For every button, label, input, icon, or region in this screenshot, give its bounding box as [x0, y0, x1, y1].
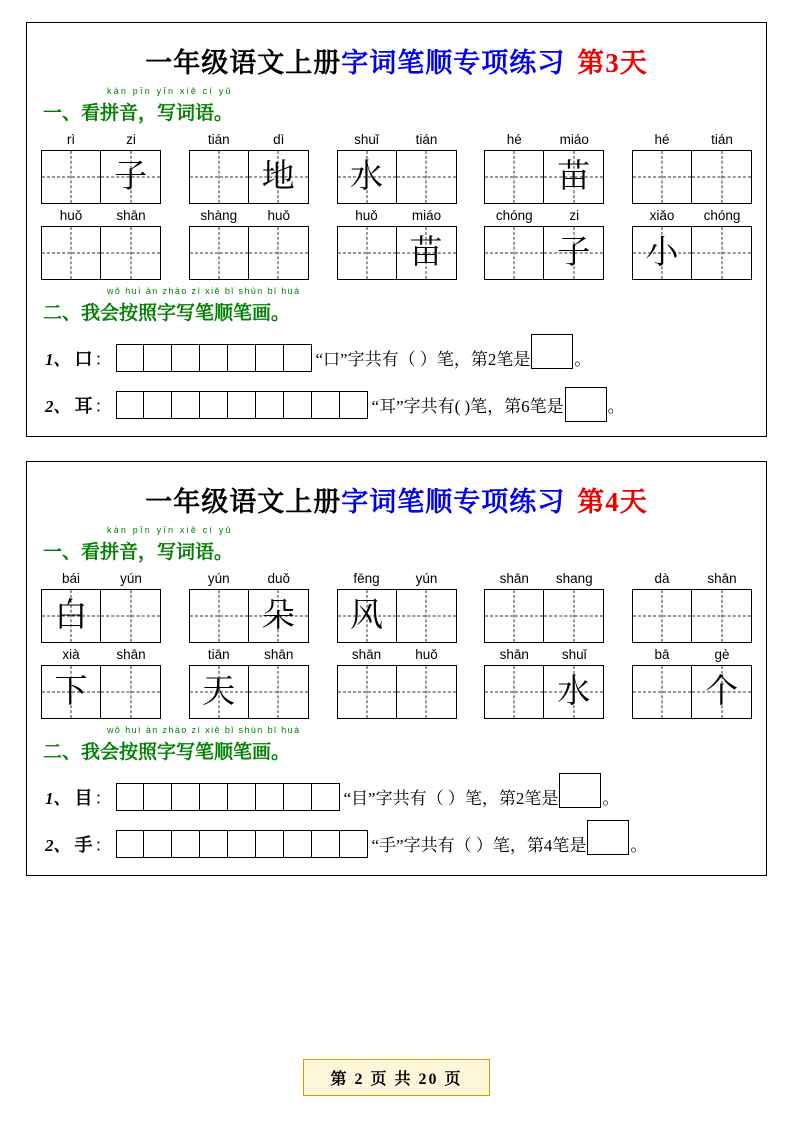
word-pinyin: [484, 571, 604, 586]
tianzige-cell[interactable]: [41, 665, 101, 719]
cell-char: 朵: [261, 597, 295, 634]
word-pinyin: [484, 208, 604, 223]
tianzige-cell[interactable]: [692, 226, 752, 280]
section-one-pinyin: kàn pīn yīn xiě cí yǔ: [107, 525, 233, 535]
tianzige-cell[interactable]: [101, 589, 161, 643]
cell-char: 地: [261, 158, 295, 195]
word-item: [337, 132, 457, 204]
word-item: [632, 208, 752, 280]
pinyin-syllable: dà: [654, 571, 670, 586]
cell-char: 个: [705, 673, 738, 710]
section-one-pinyin: kàn pīn yīn xiě cí yǔ: [107, 86, 233, 96]
pinyin-syllable: bái: [61, 571, 80, 586]
exercise-question-text: “手”字共有（ ）笔，第4笔是: [371, 836, 587, 855]
cell-char: [338, 227, 396, 279]
word-boxes: [41, 665, 161, 719]
word-item: [41, 132, 161, 204]
cell-char: [101, 666, 160, 718]
pinyin-syllable: shān: [351, 647, 382, 662]
tianzige-cell[interactable]: [632, 665, 692, 719]
stroke-cell[interactable]: [284, 391, 312, 419]
title-black-part: 一年级语文上册: [145, 487, 342, 517]
tianzige-cell[interactable]: [41, 150, 101, 204]
stroke-cell[interactable]: [200, 830, 228, 858]
word-pinyin: [189, 647, 309, 662]
stroke-cell[interactable]: [116, 391, 144, 419]
pinyin-syllable: duǒ: [267, 571, 291, 586]
cell-char: 天: [202, 673, 236, 710]
exercise-period: 。: [607, 397, 625, 416]
stroke-strip[interactable]: [116, 783, 340, 811]
stroke-cell[interactable]: [340, 391, 368, 419]
word-boxes: [632, 150, 752, 204]
tianzige-cell[interactable]: [189, 150, 249, 204]
cell-char: [692, 227, 751, 279]
answer-box[interactable]: [531, 334, 573, 369]
word-item: [189, 132, 309, 204]
stroke-cell[interactable]: [144, 344, 172, 372]
tianzige-cell[interactable]: [632, 226, 692, 280]
exercise-number: 1、: [45, 789, 71, 808]
word-item: [41, 647, 161, 719]
pinyin-syllable: tián: [711, 132, 733, 147]
pinyin-syllable: huǒ: [267, 208, 291, 223]
word-pinyin: [41, 132, 161, 147]
stroke-exercise-row: [45, 779, 754, 814]
pinyin-syllable: zi: [126, 132, 136, 147]
word-boxes: [189, 150, 309, 204]
word-boxes: [632, 589, 752, 643]
stroke-cell[interactable]: [200, 344, 228, 372]
word-pinyin: [41, 571, 161, 586]
stroke-cell[interactable]: [116, 830, 144, 858]
cell-char: 下: [54, 673, 88, 710]
word-item: [41, 208, 161, 280]
answer-box[interactable]: [587, 820, 629, 855]
tianzige-cell[interactable]: [484, 665, 544, 719]
tianzige-cell[interactable]: [337, 665, 397, 719]
word-boxes: [484, 589, 604, 643]
word-pinyin: [484, 647, 604, 662]
cell-char: [42, 227, 100, 279]
pinyin-syllable: dì: [273, 132, 285, 147]
worksheet-sheet-day4: [26, 461, 767, 876]
word-boxes: [484, 226, 604, 280]
word-pinyin: [632, 208, 752, 223]
exercise-colon: ：: [94, 789, 112, 808]
word-pinyin: [337, 571, 457, 586]
cell-char: [485, 151, 543, 203]
stroke-strip[interactable]: [116, 830, 368, 858]
cell-char: 苗: [557, 158, 591, 195]
cell-char: [397, 151, 456, 203]
pinyin-syllable: shuǐ: [354, 132, 379, 147]
tianzige-cell[interactable]: [544, 589, 604, 643]
exercise-char: 目: [74, 787, 93, 808]
word-item: [484, 208, 604, 280]
title-red-part: 第4天: [577, 487, 648, 517]
tianzige-cell[interactable]: [337, 226, 397, 280]
tianzige-cell[interactable]: [397, 150, 457, 204]
word-pinyin: [41, 208, 161, 223]
pinyin-syllable: miáo: [411, 208, 442, 223]
stroke-cell[interactable]: [256, 783, 284, 811]
stroke-cell[interactable]: [312, 391, 340, 419]
tianzige-cell[interactable]: [41, 589, 101, 643]
stroke-cell[interactable]: [144, 391, 172, 419]
answer-box[interactable]: [565, 387, 607, 422]
pinyin-syllable: rì: [66, 132, 76, 147]
tianzige-cell[interactable]: [544, 150, 604, 204]
tianzige-cell[interactable]: [337, 150, 397, 204]
word-pinyin: [189, 208, 309, 223]
exercise-question-text: “目”字共有（ ）笔，第2笔是: [343, 789, 559, 808]
section-heading-two-day3: [43, 286, 754, 328]
word-boxes: [632, 226, 752, 280]
exercise-question-text: “耳”字共有( )笔，第6笔是: [371, 397, 564, 416]
pinyin-syllable: shang: [555, 571, 593, 586]
stroke-cell[interactable]: [256, 344, 284, 372]
word-item: [632, 647, 752, 719]
word-item: [189, 571, 309, 643]
tianzige-cell[interactable]: [249, 150, 309, 204]
pinyin-syllable: xiǎo: [649, 208, 675, 223]
pinyin-syllable: yún: [207, 571, 230, 586]
stroke-cell[interactable]: [340, 830, 368, 858]
tianzige-cell[interactable]: [484, 226, 544, 280]
cell-char: [544, 590, 603, 642]
pinyin-syllable: hé: [506, 132, 522, 147]
cell-char: 风: [350, 597, 383, 634]
stroke-strip[interactable]: [116, 344, 312, 372]
stroke-cell[interactable]: [172, 830, 200, 858]
section-two-pinyin: wǒ huì àn zhào zì xiě bǐ shùn bǐ huà: [107, 286, 301, 296]
word-row: [41, 208, 752, 280]
cell-char: 水: [557, 673, 591, 710]
pinyin-syllable: shàng: [200, 208, 238, 223]
exercise-question-text: “口”字共有（ ）笔，第2笔是: [315, 350, 531, 369]
tianzige-cell[interactable]: [189, 589, 249, 643]
cell-char: [633, 590, 691, 642]
stroke-cell[interactable]: [284, 830, 312, 858]
tianzige-cell[interactable]: [692, 665, 752, 719]
cell-char: 苗: [409, 234, 443, 271]
stroke-cell[interactable]: [116, 344, 144, 372]
word-item: [189, 647, 309, 719]
cell-char: [485, 590, 543, 642]
exercise-char: 耳: [74, 395, 93, 416]
pinyin-syllable: hé: [654, 132, 670, 147]
pinyin-syllable: chóng: [495, 208, 533, 223]
pinyin-syllable: shān: [499, 571, 529, 586]
pinyin-syllable: shān: [116, 208, 146, 223]
section-heading-one-day3: [43, 86, 754, 128]
word-boxes: [484, 665, 604, 719]
word-item: [632, 132, 752, 204]
word-boxes: [632, 665, 752, 719]
tianzige-cell[interactable]: [337, 589, 397, 643]
stroke-cell[interactable]: [144, 783, 172, 811]
tianzige-cell[interactable]: [632, 150, 692, 204]
section-two-text: 二、我会按照字写笔顺笔画。: [43, 742, 291, 763]
tianzige-cell[interactable]: [632, 589, 692, 643]
word-item: [189, 208, 309, 280]
cell-char: [190, 151, 248, 203]
exercise-number: 2、: [45, 397, 71, 416]
pinyin-syllable: shān: [116, 647, 146, 662]
stroke-cell[interactable]: [228, 830, 256, 858]
word-boxes: [189, 665, 309, 719]
tianzige-cell[interactable]: [189, 665, 249, 719]
tianzige-cell[interactable]: [101, 150, 161, 204]
cell-char: [692, 151, 751, 203]
section-two-pinyin: wǒ huì àn zhào zì xiě bǐ shùn bǐ huà: [107, 725, 301, 735]
tianzige-cell[interactable]: [692, 589, 752, 643]
tianzige-cell[interactable]: [397, 665, 457, 719]
title-black-part: 一年级语文上册: [145, 48, 342, 78]
word-pinyin: [484, 132, 604, 147]
tianzige-cell[interactable]: [101, 665, 161, 719]
exercise-period: 。: [630, 836, 648, 855]
tianzige-cell[interactable]: [189, 226, 249, 280]
pinyin-syllable: yún: [120, 571, 142, 586]
cell-char: [42, 151, 100, 203]
cell-char: 子: [557, 234, 591, 271]
pinyin-syllable: bā: [654, 647, 670, 662]
stroke-cell[interactable]: [228, 391, 256, 419]
word-boxes: [337, 150, 457, 204]
word-boxes: [189, 589, 309, 643]
page-title-day3: [39, 41, 754, 80]
tianzige-cell[interactable]: [397, 226, 457, 280]
word-item: [41, 571, 161, 643]
cell-char: [633, 666, 691, 718]
cell-char: [692, 590, 751, 642]
cell-char: [101, 590, 160, 642]
pinyin-syllable: xià: [62, 647, 80, 662]
pinyin-syllable: huǒ: [415, 647, 438, 662]
stroke-cell[interactable]: [228, 344, 256, 372]
cell-char: 白: [54, 597, 88, 634]
cell-char: [190, 590, 248, 642]
word-boxes: [337, 226, 457, 280]
tianzige-cell[interactable]: [249, 589, 309, 643]
pinyin-syllable: tián: [207, 132, 230, 147]
tianzige-cell[interactable]: [544, 226, 604, 280]
cell-char: [101, 227, 160, 279]
pinyin-syllable: miáo: [559, 132, 589, 147]
word-item: [337, 208, 457, 280]
word-pinyin: [189, 132, 309, 147]
stroke-cell[interactable]: [312, 830, 340, 858]
worksheet-sheet-day3: [26, 22, 767, 437]
exercise-colon: ：: [94, 397, 112, 416]
pinyin-syllable: shān: [707, 571, 737, 586]
stroke-cell[interactable]: [116, 783, 144, 811]
stroke-cell[interactable]: [172, 391, 200, 419]
cell-char: [633, 151, 691, 203]
word-pinyin: [632, 132, 752, 147]
word-pinyin: [41, 647, 161, 662]
stroke-cell[interactable]: [312, 783, 340, 811]
title-blue-part: 字词笔顺专项练习: [341, 487, 566, 517]
cell-char: [338, 666, 396, 718]
section-one-text: 一、看拼音，写词语。: [43, 103, 234, 124]
page-title-day4: [39, 480, 754, 519]
exercise-colon: ：: [94, 350, 112, 369]
pinyin-syllable: gè: [714, 647, 730, 662]
exercise-colon: ：: [94, 836, 112, 855]
cell-char: 水: [350, 158, 383, 195]
pinyin-syllable: tiān: [207, 647, 230, 662]
tianzige-cell[interactable]: [484, 589, 544, 643]
exercise-char: 口: [74, 348, 93, 369]
word-pinyin: [632, 647, 752, 662]
stroke-exercise-row: [45, 340, 754, 375]
stroke-cell[interactable]: [200, 783, 228, 811]
word-item: [632, 571, 752, 643]
stroke-cell[interactable]: [256, 830, 284, 858]
word-pinyin: [632, 571, 752, 586]
tianzige-cell[interactable]: [484, 150, 544, 204]
stroke-cell[interactable]: [144, 830, 172, 858]
pinyin-syllable: huǒ: [355, 208, 378, 223]
word-item: [337, 571, 457, 643]
exercise-number: 1、: [45, 350, 71, 369]
section-heading-two-day4: [43, 725, 754, 767]
word-boxes: [484, 150, 604, 204]
exercise-period: 。: [574, 350, 592, 369]
page-footer: [0, 1059, 793, 1096]
title-blue-part: 字词笔顺专项练习: [341, 48, 566, 78]
exercise-char: 手: [74, 834, 93, 855]
exercise-number: 2、: [45, 836, 71, 855]
word-row: [41, 571, 752, 643]
tianzige-cell[interactable]: [41, 226, 101, 280]
stroke-cell[interactable]: [256, 391, 284, 419]
stroke-cell[interactable]: [228, 783, 256, 811]
stroke-cell[interactable]: [284, 783, 312, 811]
pinyin-syllable: shān: [264, 647, 294, 662]
exercise-period: 。: [602, 789, 620, 808]
section-heading-one-day4: [43, 525, 754, 567]
word-boxes: [41, 589, 161, 643]
stroke-cell[interactable]: [284, 344, 312, 372]
section-two-text: 二、我会按照字写笔顺笔画。: [43, 303, 291, 324]
tianzige-cell[interactable]: [692, 150, 752, 204]
word-pinyin: [189, 571, 309, 586]
tianzige-cell[interactable]: [544, 665, 604, 719]
cell-char: 小: [645, 234, 679, 271]
stroke-cell[interactable]: [172, 783, 200, 811]
cell-char: [249, 666, 308, 718]
tianzige-cell[interactable]: [397, 589, 457, 643]
page-number-label: 第 2 页 共 20 页: [303, 1059, 489, 1096]
word-row: [41, 647, 752, 719]
stroke-cell[interactable]: [200, 391, 228, 419]
pinyin-syllable: huǒ: [59, 208, 83, 223]
word-boxes: [41, 150, 161, 204]
word-boxes: [337, 665, 457, 719]
word-item: [484, 132, 604, 204]
tianzige-cell[interactable]: [249, 665, 309, 719]
pinyin-syllable: yún: [415, 571, 438, 586]
word-boxes: [337, 589, 457, 643]
stroke-strip[interactable]: [116, 391, 368, 419]
cell-char: [485, 666, 543, 718]
answer-box[interactable]: [559, 773, 601, 808]
word-row: [41, 132, 752, 204]
word-pinyin: [337, 647, 457, 662]
word-item: [484, 571, 604, 643]
stroke-exercise-row: [45, 826, 754, 861]
word-boxes: [41, 226, 161, 280]
word-pinyin: [337, 208, 457, 223]
pinyin-syllable: chóng: [703, 208, 741, 223]
word-item: [337, 647, 457, 719]
word-pinyin: [337, 132, 457, 147]
stroke-exercise-row: [45, 387, 754, 422]
pinyin-syllable: tián: [415, 132, 438, 147]
title-red-part: 第3天: [577, 48, 648, 78]
pinyin-syllable: zi: [569, 208, 580, 223]
tianzige-cell[interactable]: [249, 226, 309, 280]
cell-char: 子: [114, 158, 147, 195]
cell-char: [397, 666, 456, 718]
pinyin-syllable: fēng: [353, 571, 380, 586]
word-item: [484, 647, 604, 719]
cell-char: [249, 227, 308, 279]
word-boxes: [189, 226, 309, 280]
cell-char: [485, 227, 543, 279]
pinyin-syllable: shuǐ: [561, 647, 587, 662]
cell-char: [397, 590, 456, 642]
stroke-cell[interactable]: [172, 344, 200, 372]
section-one-text: 一、看拼音，写词语。: [43, 542, 234, 563]
cell-char: [190, 227, 248, 279]
tianzige-cell[interactable]: [101, 226, 161, 280]
pinyin-syllable: shān: [499, 647, 529, 662]
